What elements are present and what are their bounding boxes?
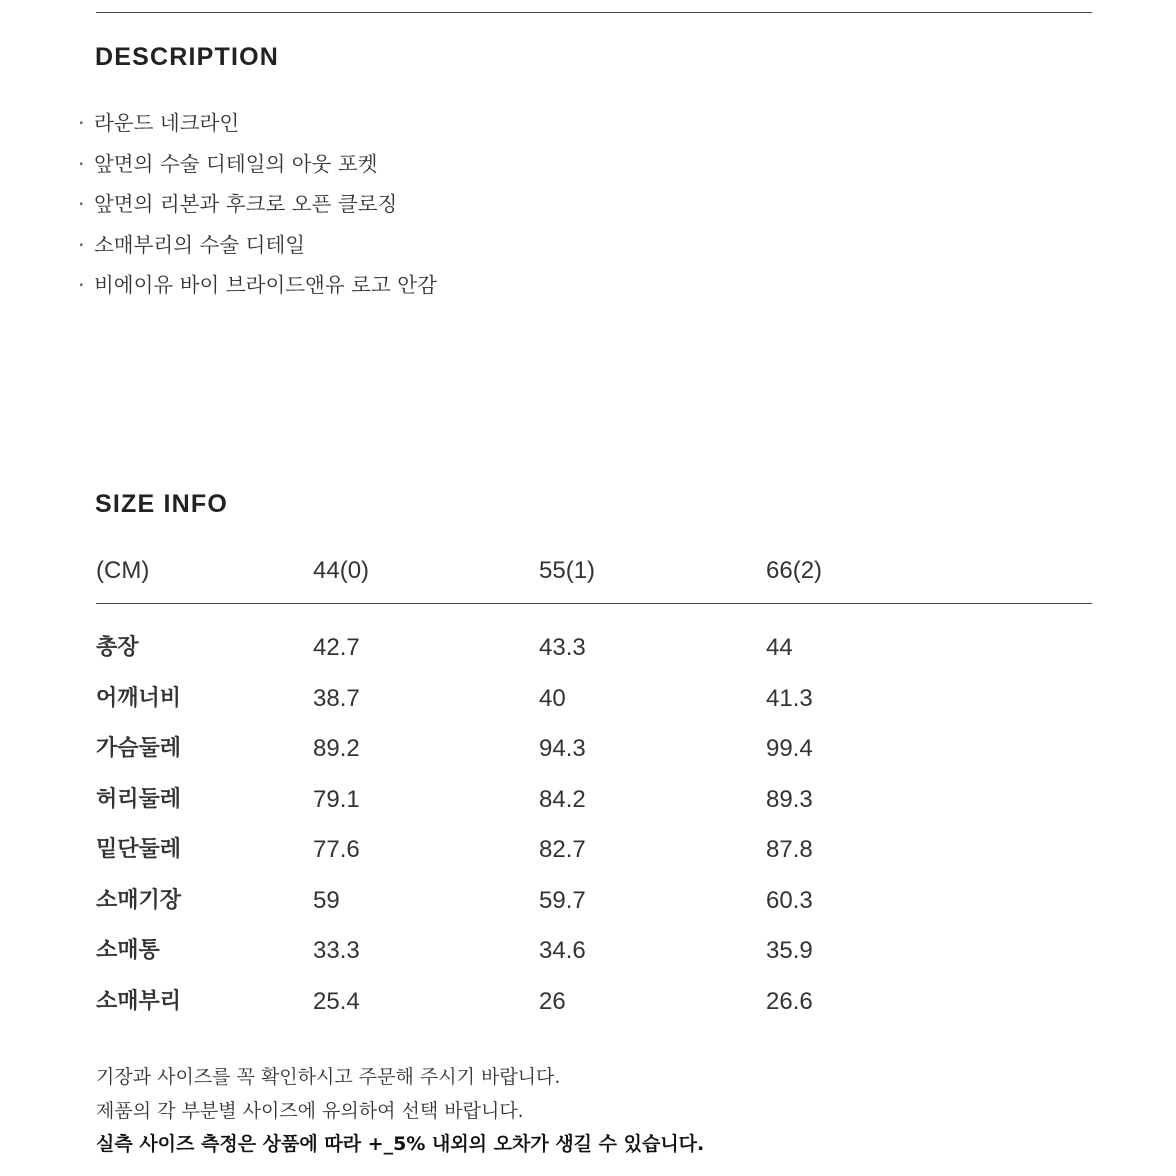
description-heading: DESCRIPTION: [95, 43, 280, 71]
table-cell: 44: [766, 634, 793, 661]
row-label: 밑단둘레: [96, 837, 182, 862]
description-item-text: 비에이유 바이 브라이드앤유 로고 안감: [94, 273, 437, 297]
table-cell: 77.6: [313, 836, 360, 863]
column-header-66: 66(2): [766, 557, 823, 584]
description-item: [78, 108, 437, 149]
table-cell: 89.2: [313, 735, 360, 762]
description-item-text: 라운드 네크라인: [94, 111, 240, 135]
column-header-55: 55(1): [539, 557, 596, 584]
bullet-dot: ·: [78, 111, 85, 135]
table-cell: 84.2: [539, 785, 586, 813]
bullet-dot: ·: [78, 273, 85, 297]
table-cell: 89.3: [766, 785, 813, 813]
table-cell: 59: [313, 886, 340, 914]
table-cell: 26.6: [766, 987, 813, 1015]
table-cell: 38.7: [313, 684, 360, 712]
table-cell: 25.4: [313, 987, 360, 1015]
description-item: [78, 149, 437, 190]
table-header-divider: [96, 603, 1092, 604]
description-item-text: 앞면의 리본과 후크로 오픈 클로징: [94, 192, 398, 216]
table-cell: 42.7: [313, 634, 360, 661]
note-line: 기장과 사이즈를 꼭 확인하시고 주문해 주시기 바랍니다.: [96, 1066, 561, 1088]
row-label: 허리둘레: [96, 786, 182, 812]
description-item: [78, 270, 437, 311]
table-cell: 94.3: [539, 735, 586, 762]
bullet-dot: ·: [78, 192, 85, 216]
size-info-heading: SIZE INFO: [95, 490, 229, 518]
size-notes: [96, 1063, 1096, 1164]
table-cell: 43.3: [539, 634, 586, 661]
row-label: 어깨너비: [96, 685, 182, 711]
table-cell: 60.3: [766, 886, 813, 914]
table-cell: 40: [539, 684, 566, 712]
table-cell: 34.6: [539, 937, 586, 964]
description-list: [78, 108, 437, 311]
table-cell: 59.7: [539, 886, 586, 914]
description-item-text: 앞면의 수술 디테일의 아웃 포켓: [94, 151, 378, 176]
table-cell: 99.4: [766, 735, 813, 762]
description-item: [78, 189, 437, 230]
unit-label: (CM): [96, 557, 150, 584]
table-cell: 33.3: [313, 937, 360, 964]
measurement-tolerance-notice: 실측 사이즈 측정은 상품에 따라 +_5% 내외의 오차가 생길 수 있습니다.: [96, 1133, 705, 1155]
bullet-dot: ·: [78, 151, 85, 176]
table-cell: 35.9: [766, 937, 813, 964]
note-line: 제품의 각 부분별 사이즈에 유의하여 선택 바랍니다.: [96, 1099, 524, 1122]
column-header-44: 44(0): [313, 557, 370, 584]
row-label: 소매통: [96, 938, 160, 963]
top-divider: [96, 12, 1092, 13]
table-cell: 26: [539, 987, 566, 1015]
bullet-dot: ·: [78, 232, 85, 257]
table-cell: 82.7: [539, 836, 586, 863]
table-cell: 41.3: [766, 684, 813, 712]
description-item-text: 소매부리의 수술 디테일: [94, 232, 306, 257]
row-label: 소매기장: [96, 887, 182, 913]
table-cell: 87.8: [766, 836, 813, 863]
row-label: 총장: [96, 635, 139, 660]
row-label: 가슴둘레: [96, 736, 182, 761]
table-cell: 79.1: [313, 785, 360, 813]
row-label: 소매부리: [96, 988, 182, 1014]
description-item: [78, 230, 437, 271]
